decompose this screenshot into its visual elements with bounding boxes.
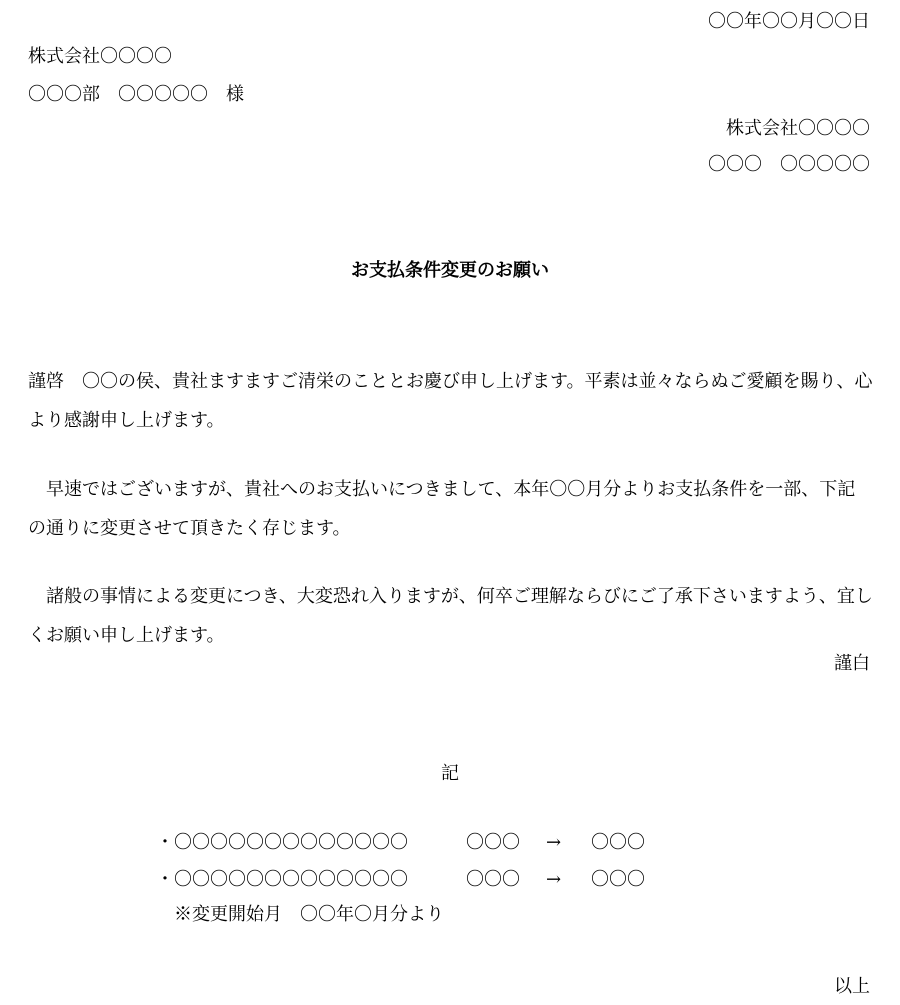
old-value: 〇〇〇 bbox=[466, 869, 520, 890]
sender-company: 株式会社〇〇〇〇 bbox=[726, 118, 870, 139]
end-mark: 以上 bbox=[834, 976, 870, 997]
paragraph-greeting: 謹啓 〇〇の侯、貴社ますますご清栄のこととお慶び申し上げます。平素は並々ならぬご愛顧を賜り、心より感謝申し上げます。 bbox=[28, 371, 873, 431]
recipient-person: 〇〇〇部 〇〇〇〇〇 様 bbox=[28, 84, 244, 105]
arrow-icon: → bbox=[546, 832, 562, 853]
old-value: 〇〇〇 bbox=[466, 832, 520, 853]
new-value: 〇〇〇 bbox=[591, 832, 645, 853]
document-title: お支払条件変更のお願い bbox=[351, 260, 549, 281]
arrow-icon: → bbox=[546, 869, 562, 890]
paragraph-request: 早速ではございますが、貴社へのお支払いにつきまして、本年〇〇月分よりお支払条件を一部、下記の通りに変更させて頂きたく存じます。 bbox=[28, 479, 856, 539]
list-item bbox=[156, 871, 645, 889]
bullet: ・ bbox=[156, 869, 174, 890]
bullet: ・ bbox=[156, 832, 174, 853]
item-label: 〇〇〇〇〇〇〇〇〇〇〇〇〇 bbox=[174, 869, 408, 890]
closing-word: 謹白 bbox=[834, 653, 870, 674]
paragraph-apology: 諸般の事情による変更につき、大変恐れ入りますが、何卒ご理解ならびにご了承下さいますよう、宜しくお願い申し上げます。 bbox=[28, 586, 873, 646]
sender-person: 〇〇〇 〇〇〇〇〇 bbox=[708, 154, 870, 175]
record-heading: 記 bbox=[441, 763, 459, 784]
item-label: 〇〇〇〇〇〇〇〇〇〇〇〇〇 bbox=[174, 832, 408, 853]
change-start-note: ※変更開始月 〇〇年〇月分より bbox=[174, 904, 444, 925]
new-value: 〇〇〇 bbox=[591, 869, 645, 890]
date: 〇〇年〇〇月〇〇日 bbox=[708, 11, 870, 32]
list-item bbox=[156, 834, 645, 852]
recipient-company: 株式会社〇〇〇〇 bbox=[28, 46, 172, 67]
